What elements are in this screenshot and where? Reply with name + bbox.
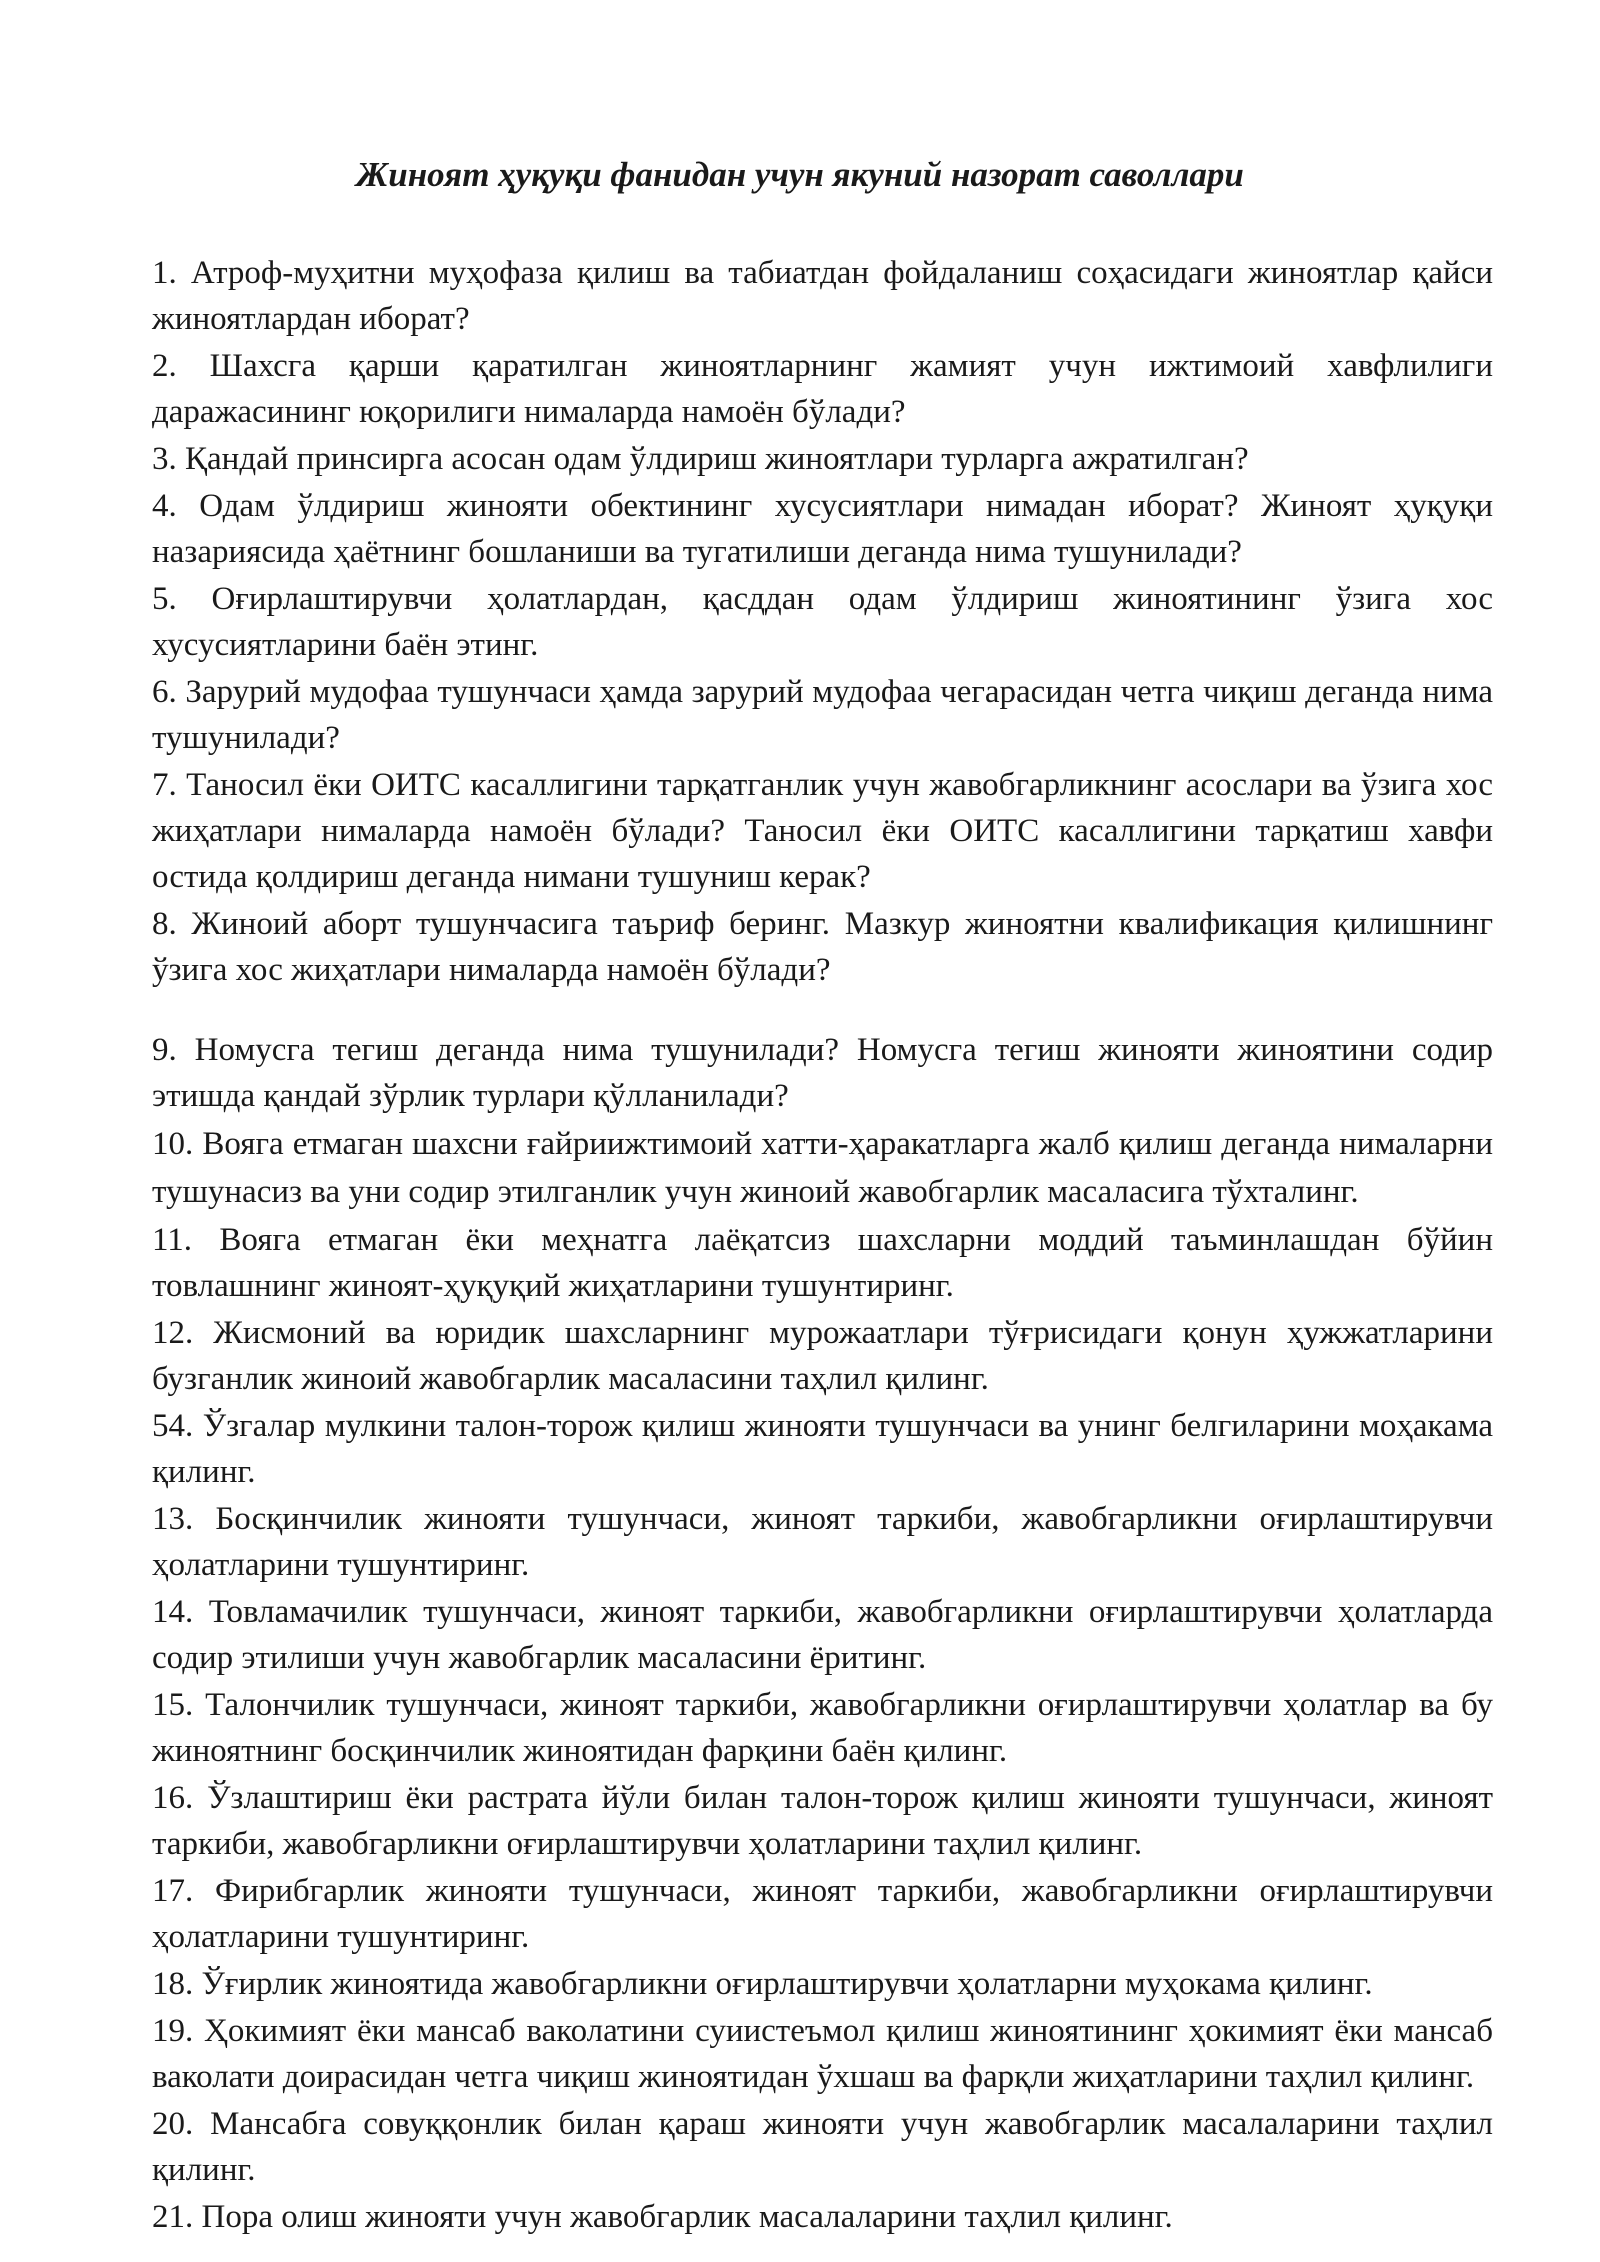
question-item: 17. Фирибгарлик жинояти тушунчаси, жиноят таркиби, жавобгарликни оғирлаштирувчи ҳолатларини тушунтиринг.	[152, 1873, 1493, 1955]
question-item: 2. Шахсга қарши қаратилган жиноятларнинг жамият учун ижтимоий хавфлилиги даражасининг юқорилиги нималарда намоён бўлади?	[152, 348, 1493, 430]
question-item: 20. Мансабга совуққонлик билан қараш жинояти учун жавобгарлик масалаларини таҳлил қилинг.	[152, 2106, 1493, 2188]
question-item: 21. Пора олиш жинояти учун жавобгарлик масалаларини таҳлил қилинг.	[152, 2199, 1173, 2235]
question-item: 8. Жиноий аборт тушунчасига таъриф беринг. Мазкур жиноятни квалификация қилишнинг ўзига хос жиҳатлари нималарда намоён бўлади?	[152, 906, 1493, 988]
question-item: 4. Одам ўлдириш жинояти обектининг хусусиятлари нимадан иборат? Жиноят ҳуқуқи назариясида ҳаётнинг бошланиши ва тугатилиши деганда нима тушунилади?	[152, 488, 1493, 570]
document-title: Жиноят ҳуқуқи фанидан учун якуний назорат саволлари	[356, 155, 1244, 194]
question-item: 9. Номусга тегиш деганда нима тушунилади? Номусга тегиш жинояти жиноятини содир этишда қандай зўрлик турлари қўлланилади?	[152, 1032, 1493, 1114]
question-item: 16. Ўзлаштириш ёки растрата йўли билан талон-торож қилиш жинояти тушунчаси, жиноят таркиби, жавобгарликни оғирлаштирувчи ҳолатларини таҳлил қилинг.	[152, 1780, 1493, 1862]
question-item: 19. Ҳокимият ёки мансаб ваколатини суиистеъмол қилиш жиноятининг ҳокимият ёки мансаб ваколати доирасидан четга чиқиш жиноятидан ўхшаш ва фарқли жиҳатларини таҳлил қилинг.	[152, 2013, 1493, 2095]
question-item: 6. Зарурий мудофаа тушунчаси ҳамда зарурий мудофаа чегарасидан четга чиқиш деганда нима тушунилади?	[152, 674, 1493, 756]
question-item: 18. Ўғирлик жиноятида жавобгарликни оғирлаштирувчи ҳолатларни муҳокама қилинг.	[152, 1966, 1373, 2002]
question-list	[152, 250, 1493, 2241]
question-item: 7. Таносил ёки ОИТС касаллигини тарқатганлик учун жавобгарликнинг асослари ва ўзига хос жиҳатлари нималарда намоён бўлади? Таносил ёки ОИТС касаллигини тарқатиш хавфи остида қолдириш деганда нимани тушуниш керак?	[152, 767, 1493, 895]
question-item: 15. Талончилик тушунчаси, жиноят таркиби, жавобгарликни оғирлаштирувчи ҳолатлар ва бу жиноятнинг босқинчилик жиноятидан фарқини баён қилинг.	[152, 1687, 1493, 1769]
question-item: 11. Вояга етмаган ёки меҳнатга лаёқатсиз шахсларни моддий таъминлашдан бўйин товлашнинг жиноят-ҳуқуқий жиҳатларини тушунтиринг.	[152, 1222, 1493, 1304]
question-item: 14. Товламачилик тушунчаси, жиноят таркиби, жавобгарликни оғирлаштирувчи ҳолатларда содир этилиши учун жавобгарлик масаласини ёритинг.	[152, 1594, 1493, 1676]
question-item: 13. Босқинчилик жинояти тушунчаси, жиноят таркиби, жавобгарликни оғирлаштирувчи ҳолатларини тушунтиринг.	[152, 1501, 1493, 1583]
question-item: 10. Вояга етмаган шахсни ғайриижтимоий хатти-ҳаракатларга жалб қилиш деганда нималарни тушунасиз ва уни содир этилганлик учун жиноий жавобгарлик масаласига тўхталинг.	[152, 1126, 1493, 1210]
question-item: 54. Ўзгалар мулкини талон-торож қилиш жинояти тушунчаси ва унинг белгиларини моҳакама қилинг.	[152, 1408, 1493, 1490]
question-item: 12. Жисмоний ва юридик шахсларнинг мурожаатлари тўғрисидаги қонун ҳужжатларини бузганлик жиноий жавобгарлик масаласини таҳлил қилинг.	[152, 1315, 1493, 1397]
question-item: 5. Оғирлаштирувчи ҳолатлардан, қасддан одам ўлдириш жиноятининг ўзига хос хусусиятларини баён этинг.	[152, 581, 1493, 663]
question-item: 1. Атроф-муҳитни муҳофаза қилиш ва табиатдан фойдаланиш соҳасидаги жиноятлар қайси жиноятлардан иборат?	[152, 255, 1493, 337]
question-item: 3. Қандай принсирга асосан одам ўлдириш жиноятлари турларга ажратилган?	[152, 441, 1249, 477]
